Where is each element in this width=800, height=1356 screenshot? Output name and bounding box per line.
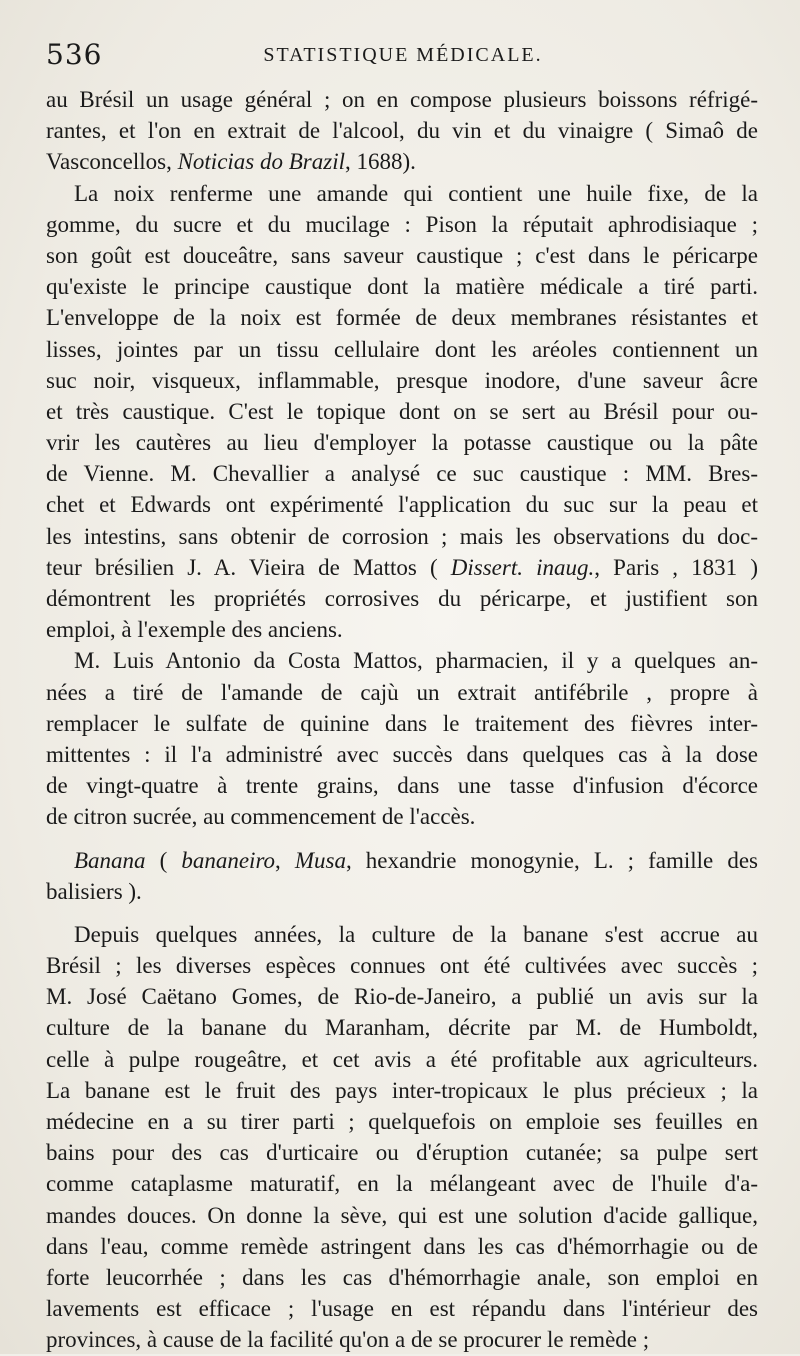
text-line: emploi, à l'exemple des anciens. — [46, 617, 343, 643]
text-line: lisses, jointes par un tissu cellulaire dont les aréoles contiennent un — [46, 336, 758, 362]
text-line: qu'existe le principe caustique dont la matière médicale a tiré parti. — [46, 274, 758, 300]
paragraph — [46, 84, 758, 178]
paragraph — [46, 845, 758, 907]
text-line: lavements est efficace ; l'usage en est répandu dans l'intérieur des — [46, 1296, 758, 1322]
text-line: culture de la banane du Maranham, décrite par M. de Humboldt, — [46, 1015, 758, 1041]
text-line: au Brésil un usage général ; on en compose plusieurs boissons réfrigé- — [46, 87, 758, 112]
text-line: démontrent les propriétés corrosives du péricarpe, et justifient son — [46, 586, 758, 611]
text-line: Vasconcellos, Noticias do Brazil, 1688). — [46, 149, 416, 175]
text-line: La noix renferme une amande qui contient une huile fixe, de la — [74, 180, 758, 206]
text-line: les intestins, sans obtenir de corrosion ; mais les observations du doc- — [46, 523, 758, 549]
body-text — [46, 84, 758, 1356]
text-line: bains pour des cas d'urticaire ou d'éruption cutanée; sa pulpe sert — [46, 1140, 758, 1166]
paragraph-gap — [46, 833, 758, 845]
text-line: provinces, à cause de la facilité qu'on a de se procurer le remède ; — [46, 1327, 650, 1353]
text-line: remplacer le sulfate de quinine dans le traitement des fièvres inter- — [46, 710, 758, 736]
text-line: rantes, et l'on en extrait de l'alcool, du vin et du vinaigre ( Simaô de — [46, 118, 758, 144]
page-header — [46, 38, 760, 78]
text-line: gomme, du sucre et du mucilage : Pison la réputait aphrodisiaque ; — [46, 211, 758, 237]
text-line: et très caustique. C'est le topique dont on se sert au Brésil pour ou- — [46, 398, 758, 424]
text-line: mandes douces. On donne la sève, qui est une solution d'acide gallique, — [46, 1202, 758, 1228]
page-number: 536 — [46, 38, 103, 71]
text-line: Depuis quelques années, la culture de la banane s'est accrue au — [74, 921, 758, 947]
text-line: mittentes : il l'a administré avec succès dans quelques cas à la dose — [46, 741, 758, 767]
paragraph-gap — [46, 907, 758, 919]
text-line: chet et Edwards ont expérimenté l'application du suc sur la peau et — [46, 492, 758, 518]
text-line: M. José Caëtano Gomes, de Rio-de-Janeiro, a publié un avis sur la — [46, 984, 758, 1010]
text-line: forte leucorrhée ; dans les cas d'hémorrhagie anale, son emploi en — [46, 1264, 758, 1290]
text-line: médecine en a su tirer parti ; quelquefois on emploie ses feuilles en — [46, 1109, 758, 1134]
text-line: Banana ( bananeiro, Musa, hexandrie monogynie, L. ; famille des — [74, 847, 758, 873]
text-line: vrir les cautères au lieu d'employer la potasse caustique ou la pâte — [46, 430, 758, 456]
text-line: suc noir, visqueux, inflammable, presque inodore, d'une saveur âcre — [46, 367, 758, 393]
text-line: de Vienne. M. Chevallier a analysé ce suc caustique : MM. Bres- — [46, 461, 758, 487]
paragraph — [46, 645, 758, 832]
text-line: celle à pulpe rougeâtre, et cet avis a été profitable aux agriculteurs. — [46, 1046, 758, 1072]
paragraph — [46, 919, 758, 1356]
text-line: Brésil ; les diverses espèces connues ont été cultivées avec succès ; — [46, 953, 758, 979]
text-line: balisiers ). — [46, 878, 142, 904]
text-line: de vingt-quatre à trente grains, dans une tasse d'infusion d'écorce — [46, 773, 758, 799]
text-line: comme cataplasme maturatif, en la mélangeant avec de l'huile d'a- — [46, 1171, 758, 1197]
text-line: nées a tiré de l'amande de cajù un extrait antifébrile , propre à — [46, 679, 758, 705]
text-line: de citron sucrée, au commencement de l'accès. — [46, 804, 476, 830]
text-line: La banane est le fruit des pays inter-tropicaux le plus précieux ; la — [46, 1077, 758, 1103]
paragraph — [46, 178, 758, 646]
text-line: son goût est douceâtre, sans saveur caustique ; c'est dans le péricarpe — [46, 242, 758, 268]
text-line: L'enveloppe de la noix est formée de deux membranes résistantes et — [46, 305, 758, 331]
running-head: STATISTIQUE MÉDICALE. — [263, 44, 543, 66]
text-line: M. Luis Antonio da Costa Mattos, pharmacien, il y a quelques an- — [74, 648, 758, 674]
text-line: teur brésilien J. A. Vieira de Mattos ( Dissert. inaug., Paris , 1831 ) — [46, 554, 758, 580]
text-line: dans l'eau, comme remède astringent dans les cas d'hémorrhagie ou de — [46, 1233, 758, 1259]
